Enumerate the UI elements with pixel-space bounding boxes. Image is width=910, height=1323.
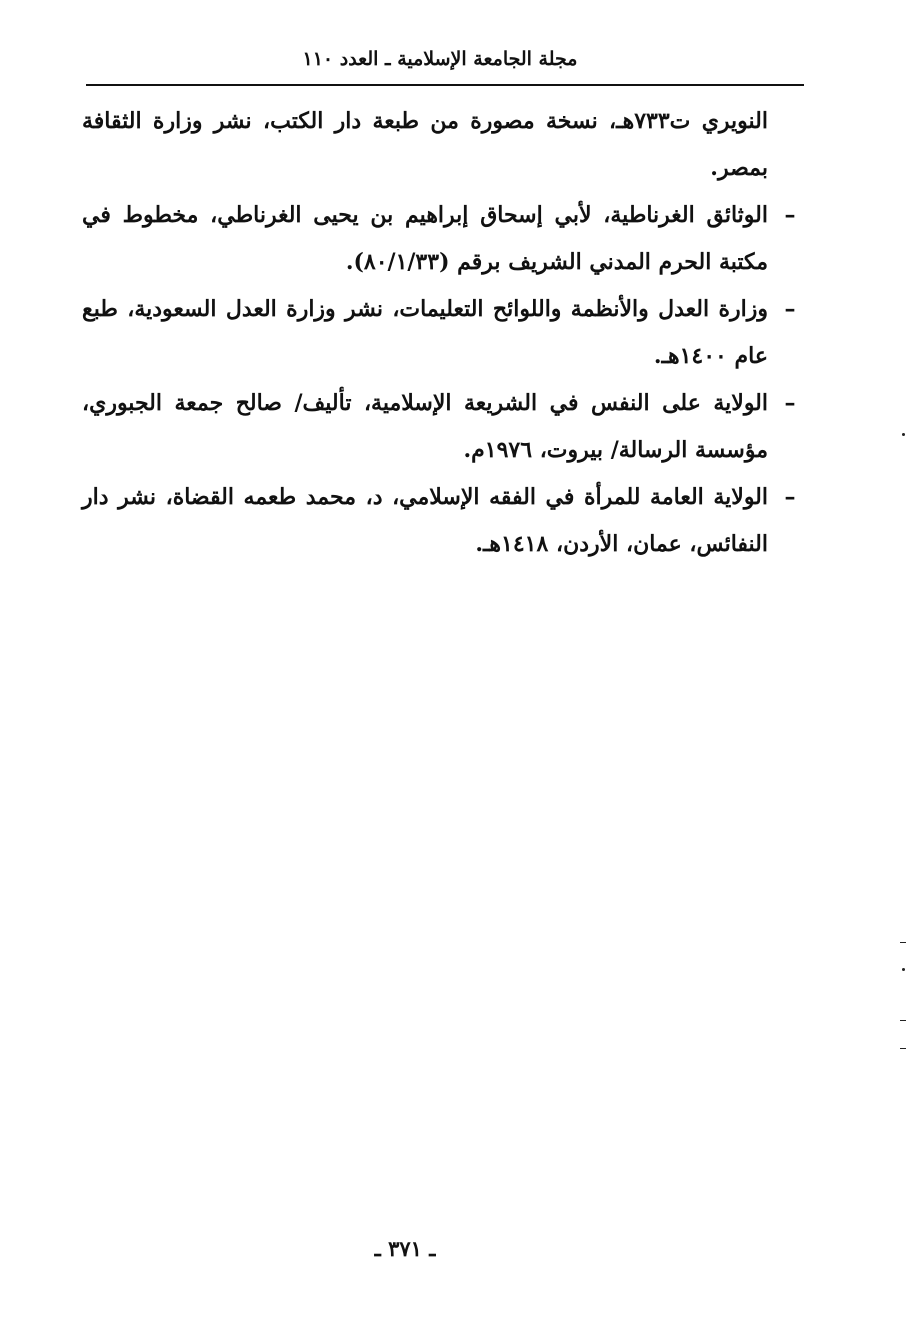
scan-speck: [900, 942, 906, 943]
bullet-dash: –: [784, 484, 796, 510]
scan-speck: [902, 968, 905, 971]
journal-header-title: مجلة الجامعة الإسلامية ـ العدد ١١٠: [302, 48, 578, 70]
reference-text: الوثائق الغرناطية، لأبي إسحاق إبراهيم بن يحيى الغرناطي، مخطوط في مكتبة الحرم المدني الشريف برقم (٨٠/١/٣٣).: [82, 202, 768, 275]
bullet-dash: –: [784, 202, 796, 228]
reference-entry: [82, 380, 802, 474]
reference-text: وزارة العدل والأنظمة واللوائح التعليمات، نشر وزارة العدل السعودية، طبع عام ١٤٠٠هـ.: [82, 296, 768, 369]
reference-entry: [82, 192, 802, 286]
page-number: ـ ٣٧١ ـ: [374, 1236, 436, 1261]
reference-entry: [82, 474, 802, 568]
scan-speck: [900, 1020, 906, 1021]
reference-text: الولاية على النفس في الشريعة الإسلامية، تأليف/ صالح جمعة الجبوري، مؤسسة الرسالة/ بيروت، ١٩٧٦م.: [82, 390, 768, 463]
reference-entry: [82, 286, 802, 380]
reference-text: الولاية العامة للمرأة في الفقه الإسلامي، د، محمد طعمه القضاة، نشر دار النفائس، عمان، الأردن، ١٤١٨هـ.: [82, 484, 769, 557]
reference-text: النويري ت٧٣٣هـ، نسخة مصورة من طبعة دار الكتب، نشر وزارة الثقافة بمصر.: [82, 108, 769, 181]
scan-speck: [900, 1048, 906, 1049]
references-list: [82, 98, 802, 568]
bullet-dash: –: [784, 390, 796, 416]
reference-entry-continued: [82, 98, 802, 192]
scan-speck: [902, 433, 905, 436]
bullet-dash: –: [784, 296, 796, 322]
header-divider: [86, 84, 804, 86]
